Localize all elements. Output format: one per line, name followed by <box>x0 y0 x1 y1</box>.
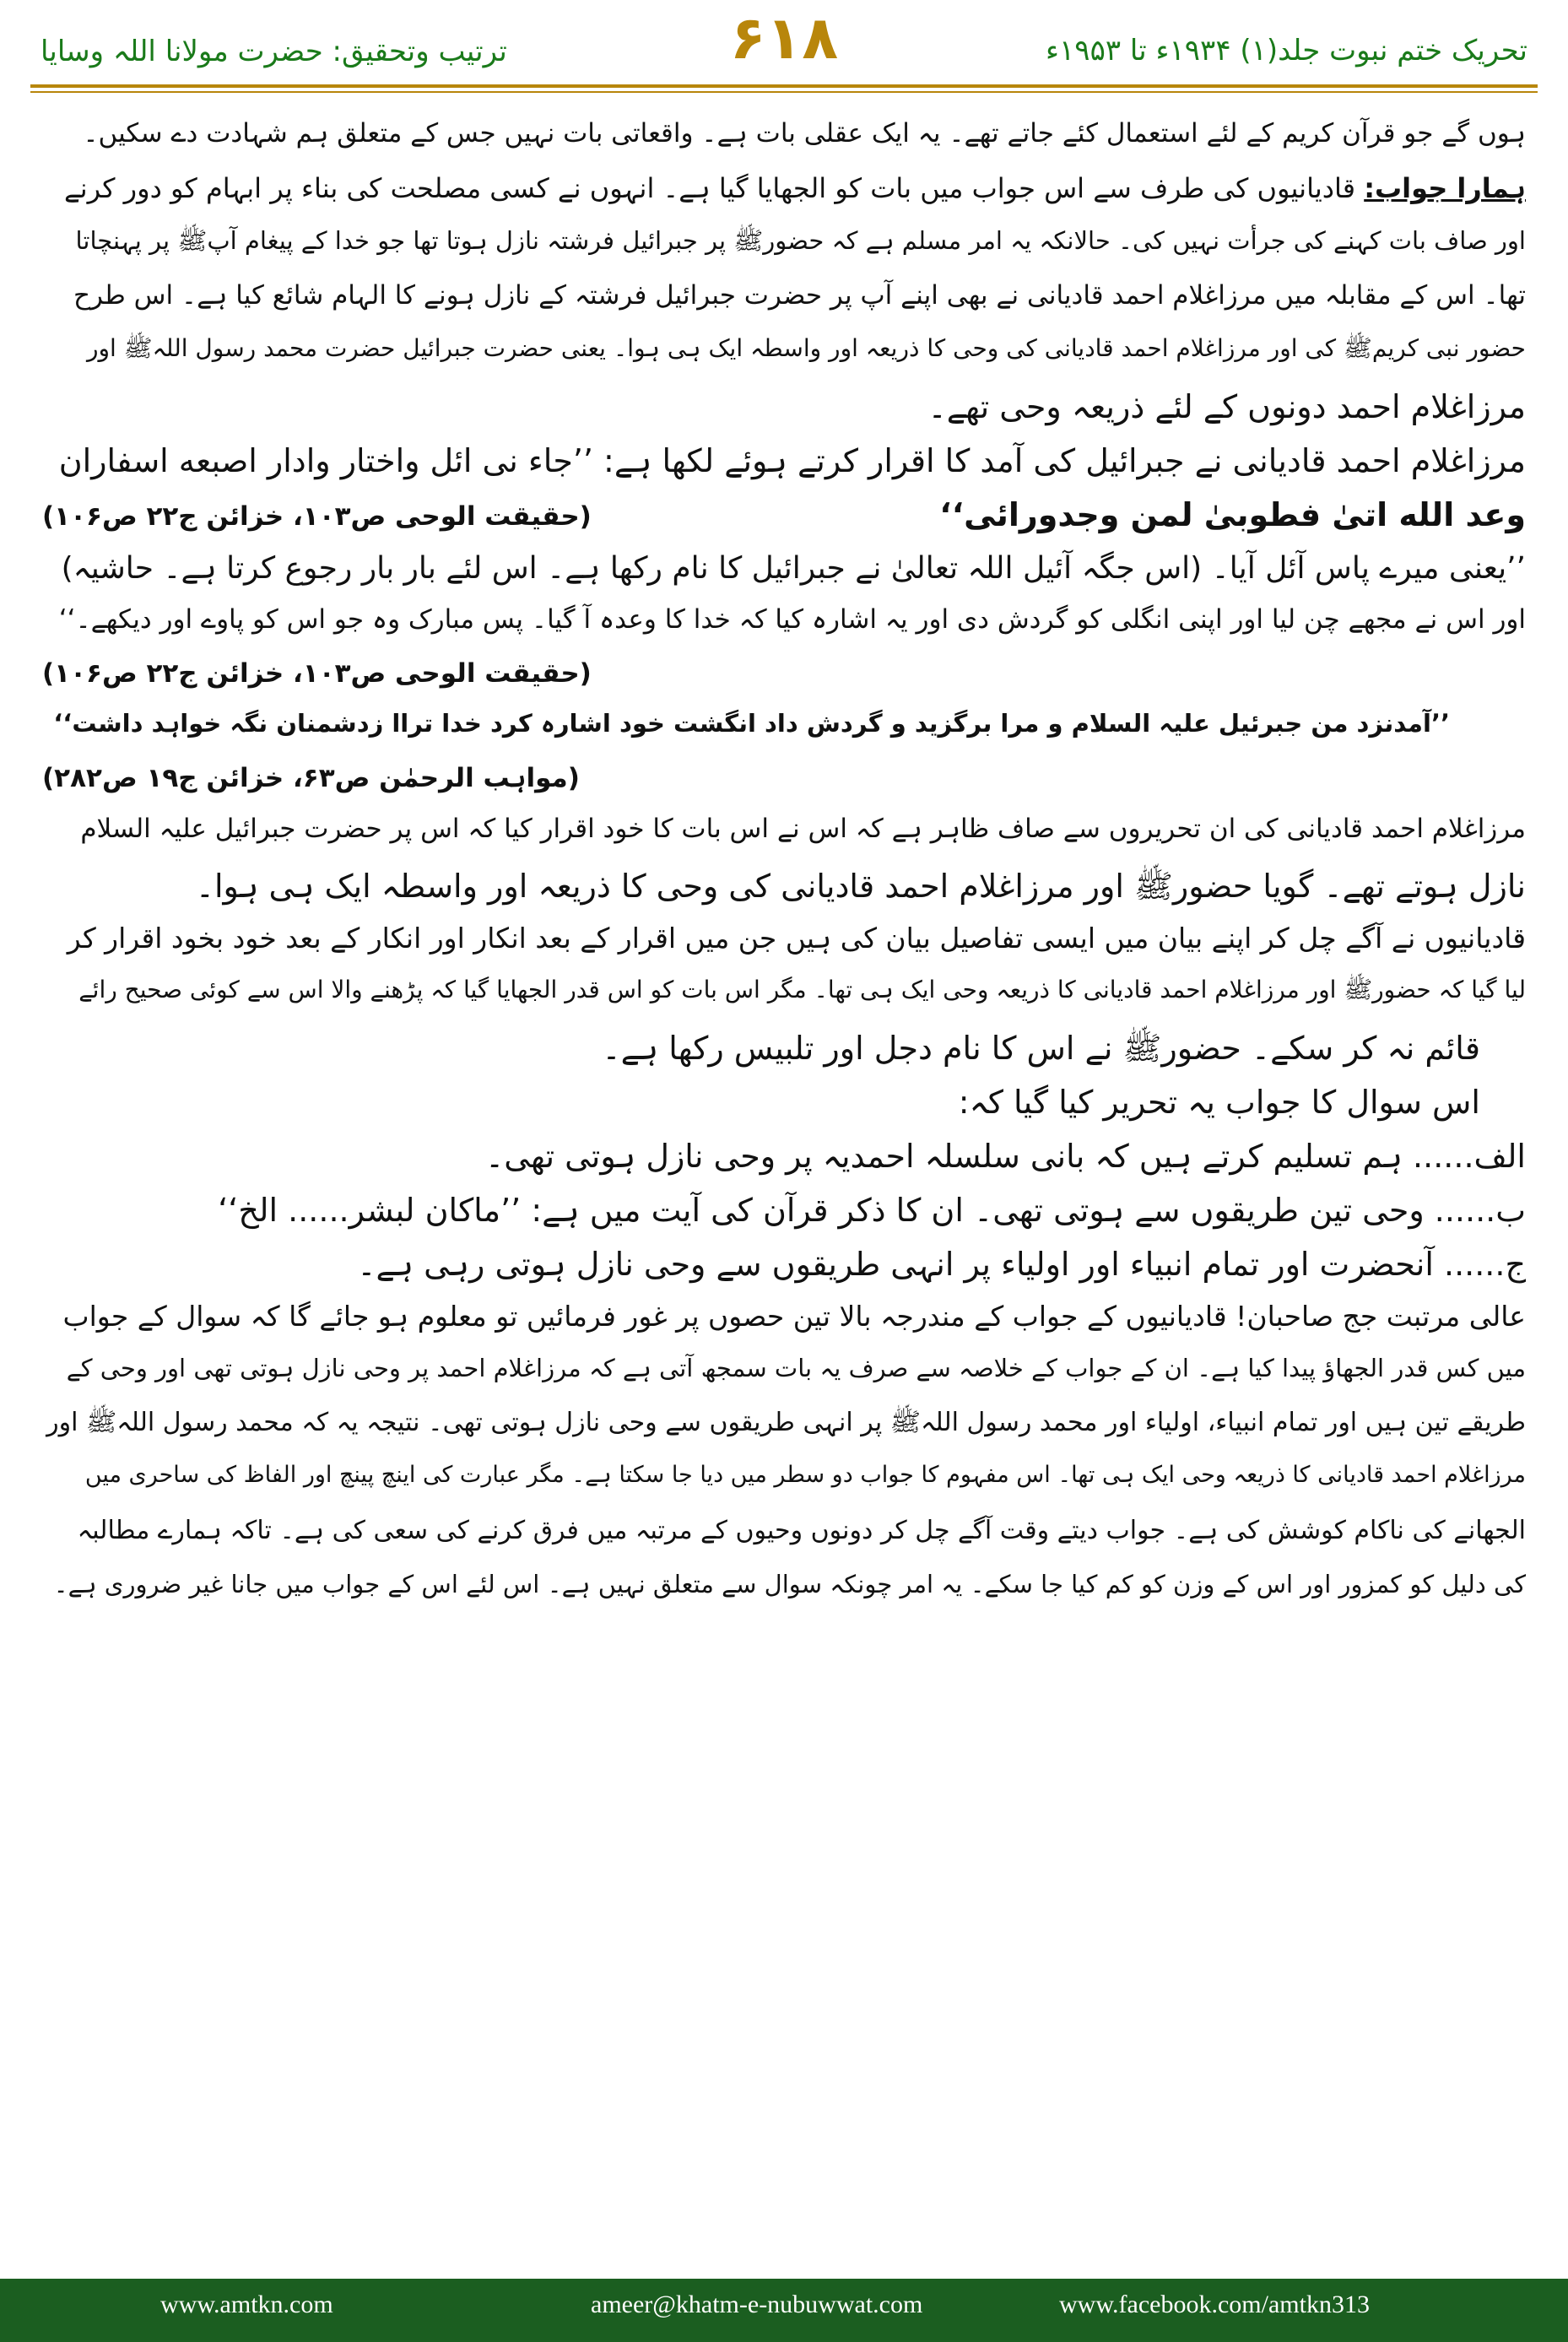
email-link[interactable]: ameer@khatm-e-nubuwwat.com <box>591 2291 923 2318</box>
text-line: حضور نبی کریمﷺ کی اور مرزاغلام احمد قادیانی کی وحی کا ذریعہ اور واسطہ ایک ہی ہوا۔ یعنی حضرت جبرائیل حضرت محمد رسول اللہﷺ اور <box>86 334 1526 362</box>
text-line: ’’یعنی میرے پاس آئل آیا۔ (اس جگہ آئیل اللہ تعالیٰ نے جبرائیل کا نام رکھا ہے۔ اس لئے بار بار رجوع کرتا ہے۔ حاشیہ) <box>61 551 1526 586</box>
book-title: تحریک ختم نبوت جلد(۱) ۱۹۳۴ء تا ۱۹۵۳ء <box>1046 34 1527 68</box>
text-line: اور اس نے مجھے چن لیا اور اپنی انگلی کو گردش دی اور یہ اشارہ کیا کہ خدا کا وعدہ آ گیا۔ پس مبارک وہ جو اس کو پاوے اور دیکھے۔‘‘ <box>58 604 1526 635</box>
compiler-credit: ترتیب وتحقیق: حضرت مولانا اللہ وسایا <box>41 35 507 68</box>
text-line: میں کس قدر الجھاؤ پیدا کیا ہے۔ ان کے جواب کے خلاصہ سے صرف یہ بات سمجھ آتی ہے کہ مرزاغلام احمد پر وحی نازل ہوتی تھی اور وحی کے <box>66 1354 1526 1382</box>
text-line: نازل ہوتے تھے۔ گویا حضورﷺ اور مرزاغلام احمد قادیانی کی وحی کا ذریعہ اور واسطہ ایک ہی ہوا۔ <box>195 868 1526 905</box>
text-line: مرزاغلام احمد قادیانی کا ذریعہ وحی ایک ہی تھا۔ اس مفہوم کا جواب دو سطر میں دیا جا سکتا ہے۔ مگر عبارت کی اینچ پینچ اور الفاظ کی ساحری میں <box>84 1462 1526 1488</box>
text-line: مرزاغلام احمد دونوں کے لئے ذریعہ وحی تھے۔ <box>927 388 1526 425</box>
page-header <box>0 0 1568 93</box>
arabic-quote-line: وعد الله اتیٰ فطوبیٰ لمن وجدورائی‘‘ <box>939 496 1526 533</box>
text-line: ہوں گے جو قرآن کریم کے لئے استعمال کئے جاتے تھے۔ یہ ایک عقلی بات ہے۔ واقعاتی بات نہیں جس کے متعلق ہم شہادت دے سکیں۔ <box>83 118 1526 149</box>
list-item-bay: ب...... وحی تین طریقوں سے ہوتی تھی۔ ان کا ذکر قرآن کی آیت میں ہے: ’’ماکان لبشر...... الخ‘‘ <box>218 1192 1526 1229</box>
reference-citation: (حقیقت الوحی ص۱۰۳، خزائن ج۲۲ ص۱۰۶) <box>42 501 592 532</box>
text-line: اور صاف بات کہنے کی جرأت نہیں کی۔ حالانکہ یہ امر مسلم ہے کہ حضورﷺ پر جبرائیل فرشتہ نازل ہوتا تھا جو خدا کے پیغام آپﷺ پر پہنچاتا <box>75 226 1526 255</box>
page-footer <box>0 2279 1568 2342</box>
text-line: ہمارا جواب: قادیانیوں کی طرف سے اس جواب میں بات کو الجھایا گیا ہے۔ انہوں نے کسی مصلحت کی بناء پر ابہام کو دور کرنے <box>63 172 1526 204</box>
header-rule-thin <box>30 91 1538 93</box>
text-line: مرزاغلام احمد قادیانی کی ان تحریروں سے صاف ظاہر ہے کہ اس نے اس بات کا خود اقرار کیا کہ اس پر حضرت جبرائیل علیہ السلام <box>80 814 1526 844</box>
text-line: الجھانے کی ناکام کوشش کی ہے۔ جواب دیتے وقت آگے چل کر دونوں وحیوں کے مرتبہ میں فرق کرنے کی سعی کی ہے۔ تاکہ ہمارے مطالبہ <box>77 1516 1526 1545</box>
persian-quote-line: ’’آمدنزد من جبرئیل علیہ السلام و مرا برگزید و گردش داد انگشت خود اشارہ کرد خدا تراا زدشمنان نگہ خواہد داشت‘‘ <box>53 709 1450 738</box>
text-line: مرزاغلام احمد قادیانی نے جبرائیل کی آمد کا اقرار کرتے ہوئے لکھا ہے: ’’جاء نی ائل واختار وادار اصبعه اسفاران <box>58 442 1526 479</box>
text-line: اس سوال کا جواب یہ تحریر کیا گیا کہ: <box>958 1084 1480 1121</box>
reference-citation: (حقیقت الوحی ص۱۰۳، خزائن ج۲۲ ص۱۰۶) <box>42 658 592 689</box>
list-item-jeem: ج...... آنحضرت اور تمام انبیاء اور اولیاء پر انہی طریقوں سے وحی نازل ہوتی رہی ہے۔ <box>357 1246 1526 1283</box>
page-number: ۶۱۸ <box>729 3 839 73</box>
text-line: قادیانیوں نے آگے چل کر اپنے بیان میں ایسی تفاصیل بیان کی ہیں جن میں اقرار کے بعد انکار اور انکار کے بعد خود بخود اقرار کر <box>67 922 1526 955</box>
text-line: طریقے تین ہیں اور تمام انبیاء، اولیاء اور محمد رسول اللہﷺ پر انہی طریقوں سے وحی نازل ہوتی تھی۔ نتیجہ یہ کہ محمد رسول اللہﷺ اور <box>46 1408 1526 1437</box>
text-line: عالی مرتبت جج صاحبان! قادیانیوں کے جواب کے مندرجہ بالا تین حصوں پر غور فرمائیں تو معلوم ہو جائے گا کہ سوال کے جواب <box>62 1300 1526 1333</box>
facebook-link[interactable]: www.facebook.com/amtkn313 <box>1059 2291 1370 2318</box>
website-link[interactable]: www.amtkn.com <box>160 2291 333 2318</box>
answer-label: ہمارا جواب: <box>1364 172 1526 204</box>
text-line: قائم نہ کر سکے۔ حضورﷺ نے اس کا نام دجل اور تلبیس رکھا ہے۔ <box>602 1030 1480 1067</box>
text-line: لیا گیا کہ حضورﷺ اور مرزاغلام احمد قادیانی کا ذریعہ وحی ایک ہی تھا۔ مگر اس بات کو اس قدر الجھایا گیا کہ پڑھنے والا اس سے کوئی صحیح رائے <box>78 976 1526 1003</box>
header-rule <box>30 84 1538 88</box>
reference-citation: (مواہب الرحمٰن ص۶۳، خزائن ج۱۹ ص۲۸۲) <box>42 763 580 793</box>
list-item-alif: الف...... ہم تسلیم کرتے ہیں کہ بانی سلسلہ احمدیہ پر وحی نازل ہوتی تھی۔ <box>485 1138 1526 1175</box>
text-line: تھا۔ اس کے مقابلہ میں مرزاغلام احمد قادیانی نے بھی اپنے آپ پر حضرت جبرائیل فرشتہ کے نازل ہونے کا الہام شائع کیا ہے۔ اس طرح <box>73 280 1526 311</box>
text-line: کی دلیل کو کمزور اور اس کے وزن کو کم کیا جا سکے۔ یہ امر چونکہ سوال سے متعلق نہیں ہے۔ اس لئے اس کے جواب میں جانا غیر ضروری ہے۔ <box>53 1570 1526 1598</box>
